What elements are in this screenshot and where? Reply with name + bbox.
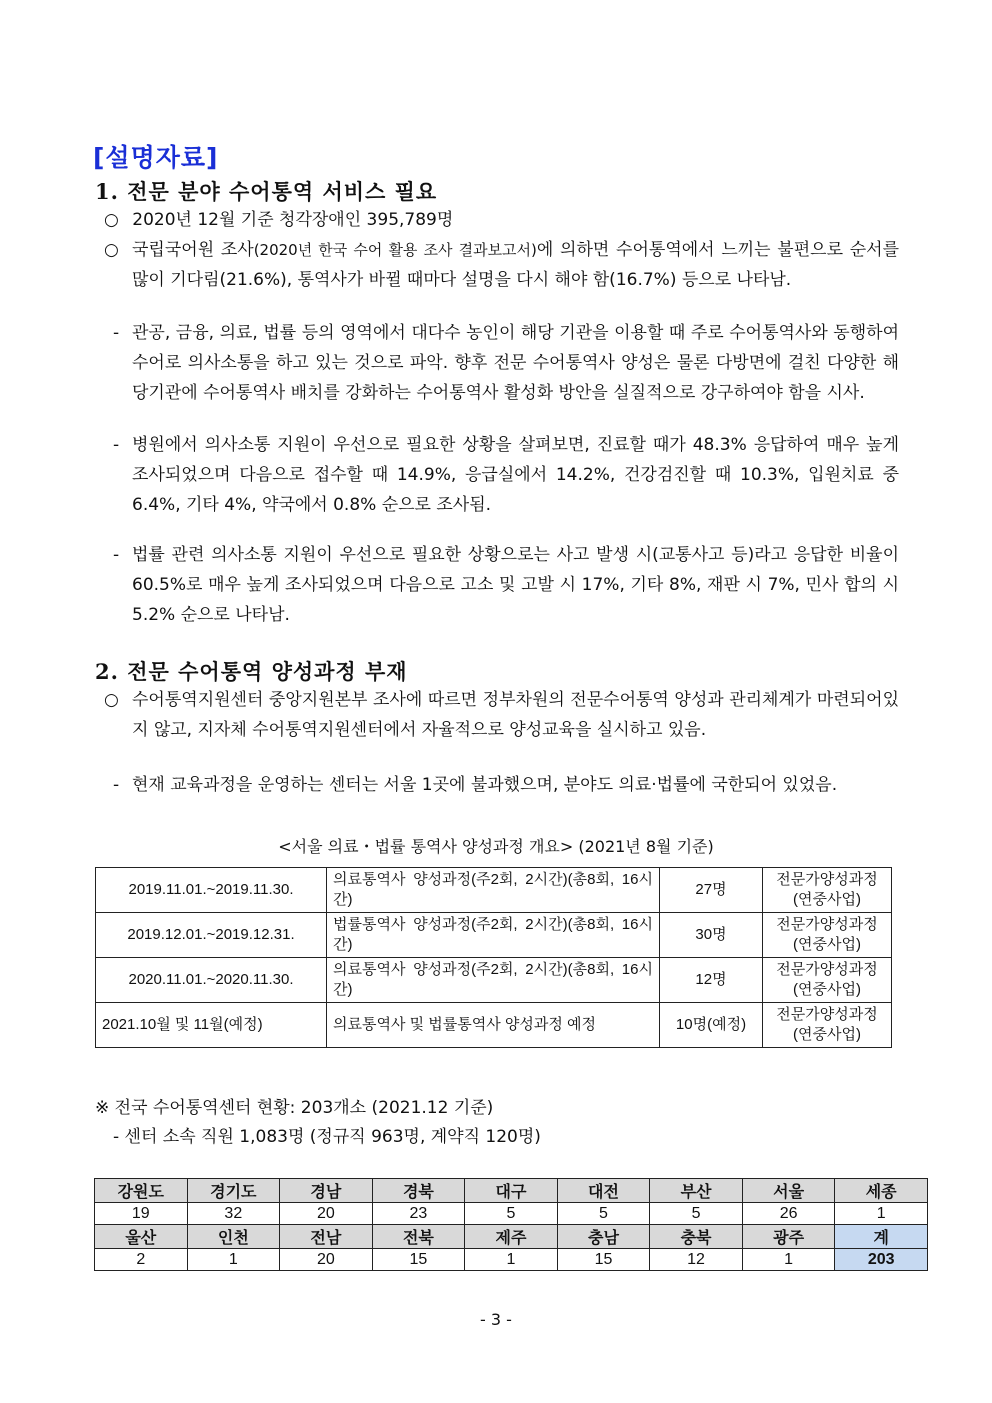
table-caption: <서울 의료・법률 통역사 양성과정 개요> (2021년 8월 기준) — [278, 837, 714, 856]
s1-paragraph-2 — [104, 235, 899, 295]
circle-bullet: ○ — [104, 210, 119, 230]
region-name: 울산 — [95, 1225, 188, 1249]
type-cell: 전문가양성과정(연중사업) — [763, 913, 892, 958]
region-count: 2 — [95, 1249, 188, 1271]
s1-dash-item-1 — [113, 318, 899, 408]
s1-p2-body — [104, 235, 899, 295]
circle-bullet: ○ — [104, 240, 119, 260]
dash-bullet: - — [113, 435, 120, 455]
center-status-note: ※ 전국 수어통역센터 현황: 203개소 (2021.12 기준) — [95, 1098, 494, 1118]
region-name: 경북 — [372, 1179, 465, 1203]
region-count: 15 — [557, 1249, 650, 1271]
regional-center-table — [94, 1178, 928, 1271]
region-name: 대구 — [465, 1179, 558, 1203]
region-count: 32 — [187, 1203, 280, 1225]
staff-count-note: - 센터 소속 직원 1,083명 (정규직 963명, 계약직 120명) — [113, 1127, 541, 1147]
region-count: 20 — [280, 1203, 373, 1225]
total-count: 203 — [835, 1249, 928, 1271]
region-count: 12 — [650, 1249, 743, 1271]
region-value-row — [95, 1249, 928, 1271]
region-name: 전남 — [280, 1225, 373, 1249]
page-number: - 3 - — [480, 1310, 512, 1329]
region-name: 인천 — [187, 1225, 280, 1249]
region-name: 서울 — [742, 1179, 835, 1203]
region-name: 충북 — [650, 1225, 743, 1249]
s2-p1-text: 수어통역지원센터 중앙지원본부 조사에 따르면 정부차원의 전문수어통역 양성과 관리체계가 마련되어있지 않고, 지자체 수어통역지원센터에서 자율적으로 양성교육을 실시하고 있음. — [132, 690, 899, 740]
s2-paragraph-1 — [104, 685, 899, 745]
table-row — [96, 913, 892, 958]
dash-bullet: - — [113, 545, 120, 565]
region-name: 대전 — [557, 1179, 650, 1203]
table-row — [96, 868, 892, 913]
section-2-title: 2. 전문 수어통역 양성과정 부재 — [95, 659, 408, 684]
count-cell: 30명 — [660, 913, 763, 958]
s1-d3-text: 법률 관련 의사소통 지원이 우선으로 필요한 상황으로는 사고 발생 시(교통사고 등)라고 응답한 비율이 60.5%로 매우 높게 조사되었으며 다음으로 고소 및 고발 시 17%, 기타 8%, 재판 시 7%, 민사 합의 시 5.2% 순으로 나타남. — [132, 545, 899, 625]
s2-dash-item-1 — [113, 770, 899, 800]
region-count: 1 — [835, 1203, 928, 1225]
count-cell: 10명(예정) — [660, 1003, 763, 1048]
region-name: 세종 — [835, 1179, 928, 1203]
s1-d1-text: 관공, 금융, 의료, 법률 등의 영역에서 대다수 농인이 해당 기관을 이용할 때 주로 수어통역사와 동행하여 수어로 의사소통을 하고 있는 것으로 파악. 향후 전문 수어통역사 양성은 물론 다방면에 걸친 다양한 해당기관에 수어통역사 배치를 강화하는 수어통역사 활성화 방안을 실질적으로 강구하여야 함을 시사. — [132, 323, 899, 403]
course-cell: 의료통역사 및 법률통역사 양성과정 예정 — [327, 1003, 660, 1048]
region-name: 부산 — [650, 1179, 743, 1203]
region-header-row — [95, 1225, 928, 1249]
type-cell: 전문가양성과정(연중사업) — [763, 868, 892, 913]
dash-bullet: - — [113, 323, 120, 343]
dash-bullet: - — [113, 775, 120, 795]
period-cell: 2020.11.01.~2020.11.30. — [96, 958, 327, 1003]
period-cell: 2019.12.01.~2019.12.31. — [96, 913, 327, 958]
circle-bullet: ○ — [104, 690, 119, 710]
total-header: 계 — [835, 1225, 928, 1249]
document-heading: [설명자료] — [93, 143, 219, 172]
region-name: 경남 — [280, 1179, 373, 1203]
s2-d1-text: 현재 교육과정을 운영하는 센터는 서울 1곳에 불과했으며, 분야도 의료·법률에 국한되어 있었음. — [132, 775, 838, 795]
count-cell: 27명 — [660, 868, 763, 913]
period-cell: 2021.10월 및 11월(예정) — [96, 1003, 327, 1048]
table-row — [96, 1003, 892, 1048]
type-cell: 전문가양성과정(연중사업) — [763, 1003, 892, 1048]
region-name: 충남 — [557, 1225, 650, 1249]
course-cell: 의료통역사 양성과정(주2회, 2시간)(총8회, 16시간) — [327, 958, 660, 1003]
period-cell: 2019.11.01.~2019.11.30. — [96, 868, 327, 913]
course-cell: 의료통역사 양성과정(주2회, 2시간)(총8회, 16시간) — [327, 868, 660, 913]
region-count: 1 — [187, 1249, 280, 1271]
region-name: 전북 — [372, 1225, 465, 1249]
region-count: 15 — [372, 1249, 465, 1271]
region-count: 1 — [465, 1249, 558, 1271]
region-count: 1 — [742, 1249, 835, 1271]
region-count: 19 — [95, 1203, 188, 1225]
s1-paragraph-1 — [104, 205, 899, 235]
s1-dash-item-3 — [113, 540, 899, 630]
course-cell: 법률통역사 양성과정(주2회, 2시간)(총8회, 16시간) — [327, 913, 660, 958]
s1-p2-rest: 에 의하면 수어통역에서 느끼는 불편으로 순서를 많이 기다림(21.6%), 통역사가 바뀔 때마다 설명을 다시 해야 함(16.7%) 등으로 나타남. — [132, 240, 899, 290]
s1-p2-source: (2020년 한국 수어 활용 조사 결과보고서) — [253, 241, 537, 259]
region-count: 26 — [742, 1203, 835, 1225]
region-count: 5 — [557, 1203, 650, 1225]
region-count: 5 — [650, 1203, 743, 1225]
s1-d2-text: 병원에서 의사소통 지원이 우선으로 필요한 상황을 살펴보면, 진료할 때가 48.3% 응답하여 매우 높게 조사되었으며 다음으로 접수할 때 14.9%, 응급실에서 14.2%, 건강검진할 때 10.3%, 입원치료 중 6.4%, 기타 4%, 약국에서 0.8% 순으로 조사됨. — [132, 435, 899, 515]
table-row — [96, 958, 892, 1003]
region-value-row — [95, 1203, 928, 1225]
region-name: 제주 — [465, 1225, 558, 1249]
s1-dash-item-2 — [113, 430, 899, 520]
region-name: 경기도 — [187, 1179, 280, 1203]
s1-p1-text: 2020년 12월 기준 청각장애인 395,789명 — [132, 210, 454, 230]
training-course-table — [95, 867, 892, 1048]
region-header-row — [95, 1179, 928, 1203]
section-1-title: 1. 전문 분야 수어통역 서비스 필요 — [95, 179, 438, 204]
s1-p2-lead: 국립국어원 조사 — [132, 240, 254, 260]
region-name: 광주 — [742, 1225, 835, 1249]
type-cell: 전문가양성과정(연중사업) — [763, 958, 892, 1003]
region-count: 5 — [465, 1203, 558, 1225]
region-count: 20 — [280, 1249, 373, 1271]
count-cell: 12명 — [660, 958, 763, 1003]
region-count: 23 — [372, 1203, 465, 1225]
region-name: 강원도 — [95, 1179, 188, 1203]
